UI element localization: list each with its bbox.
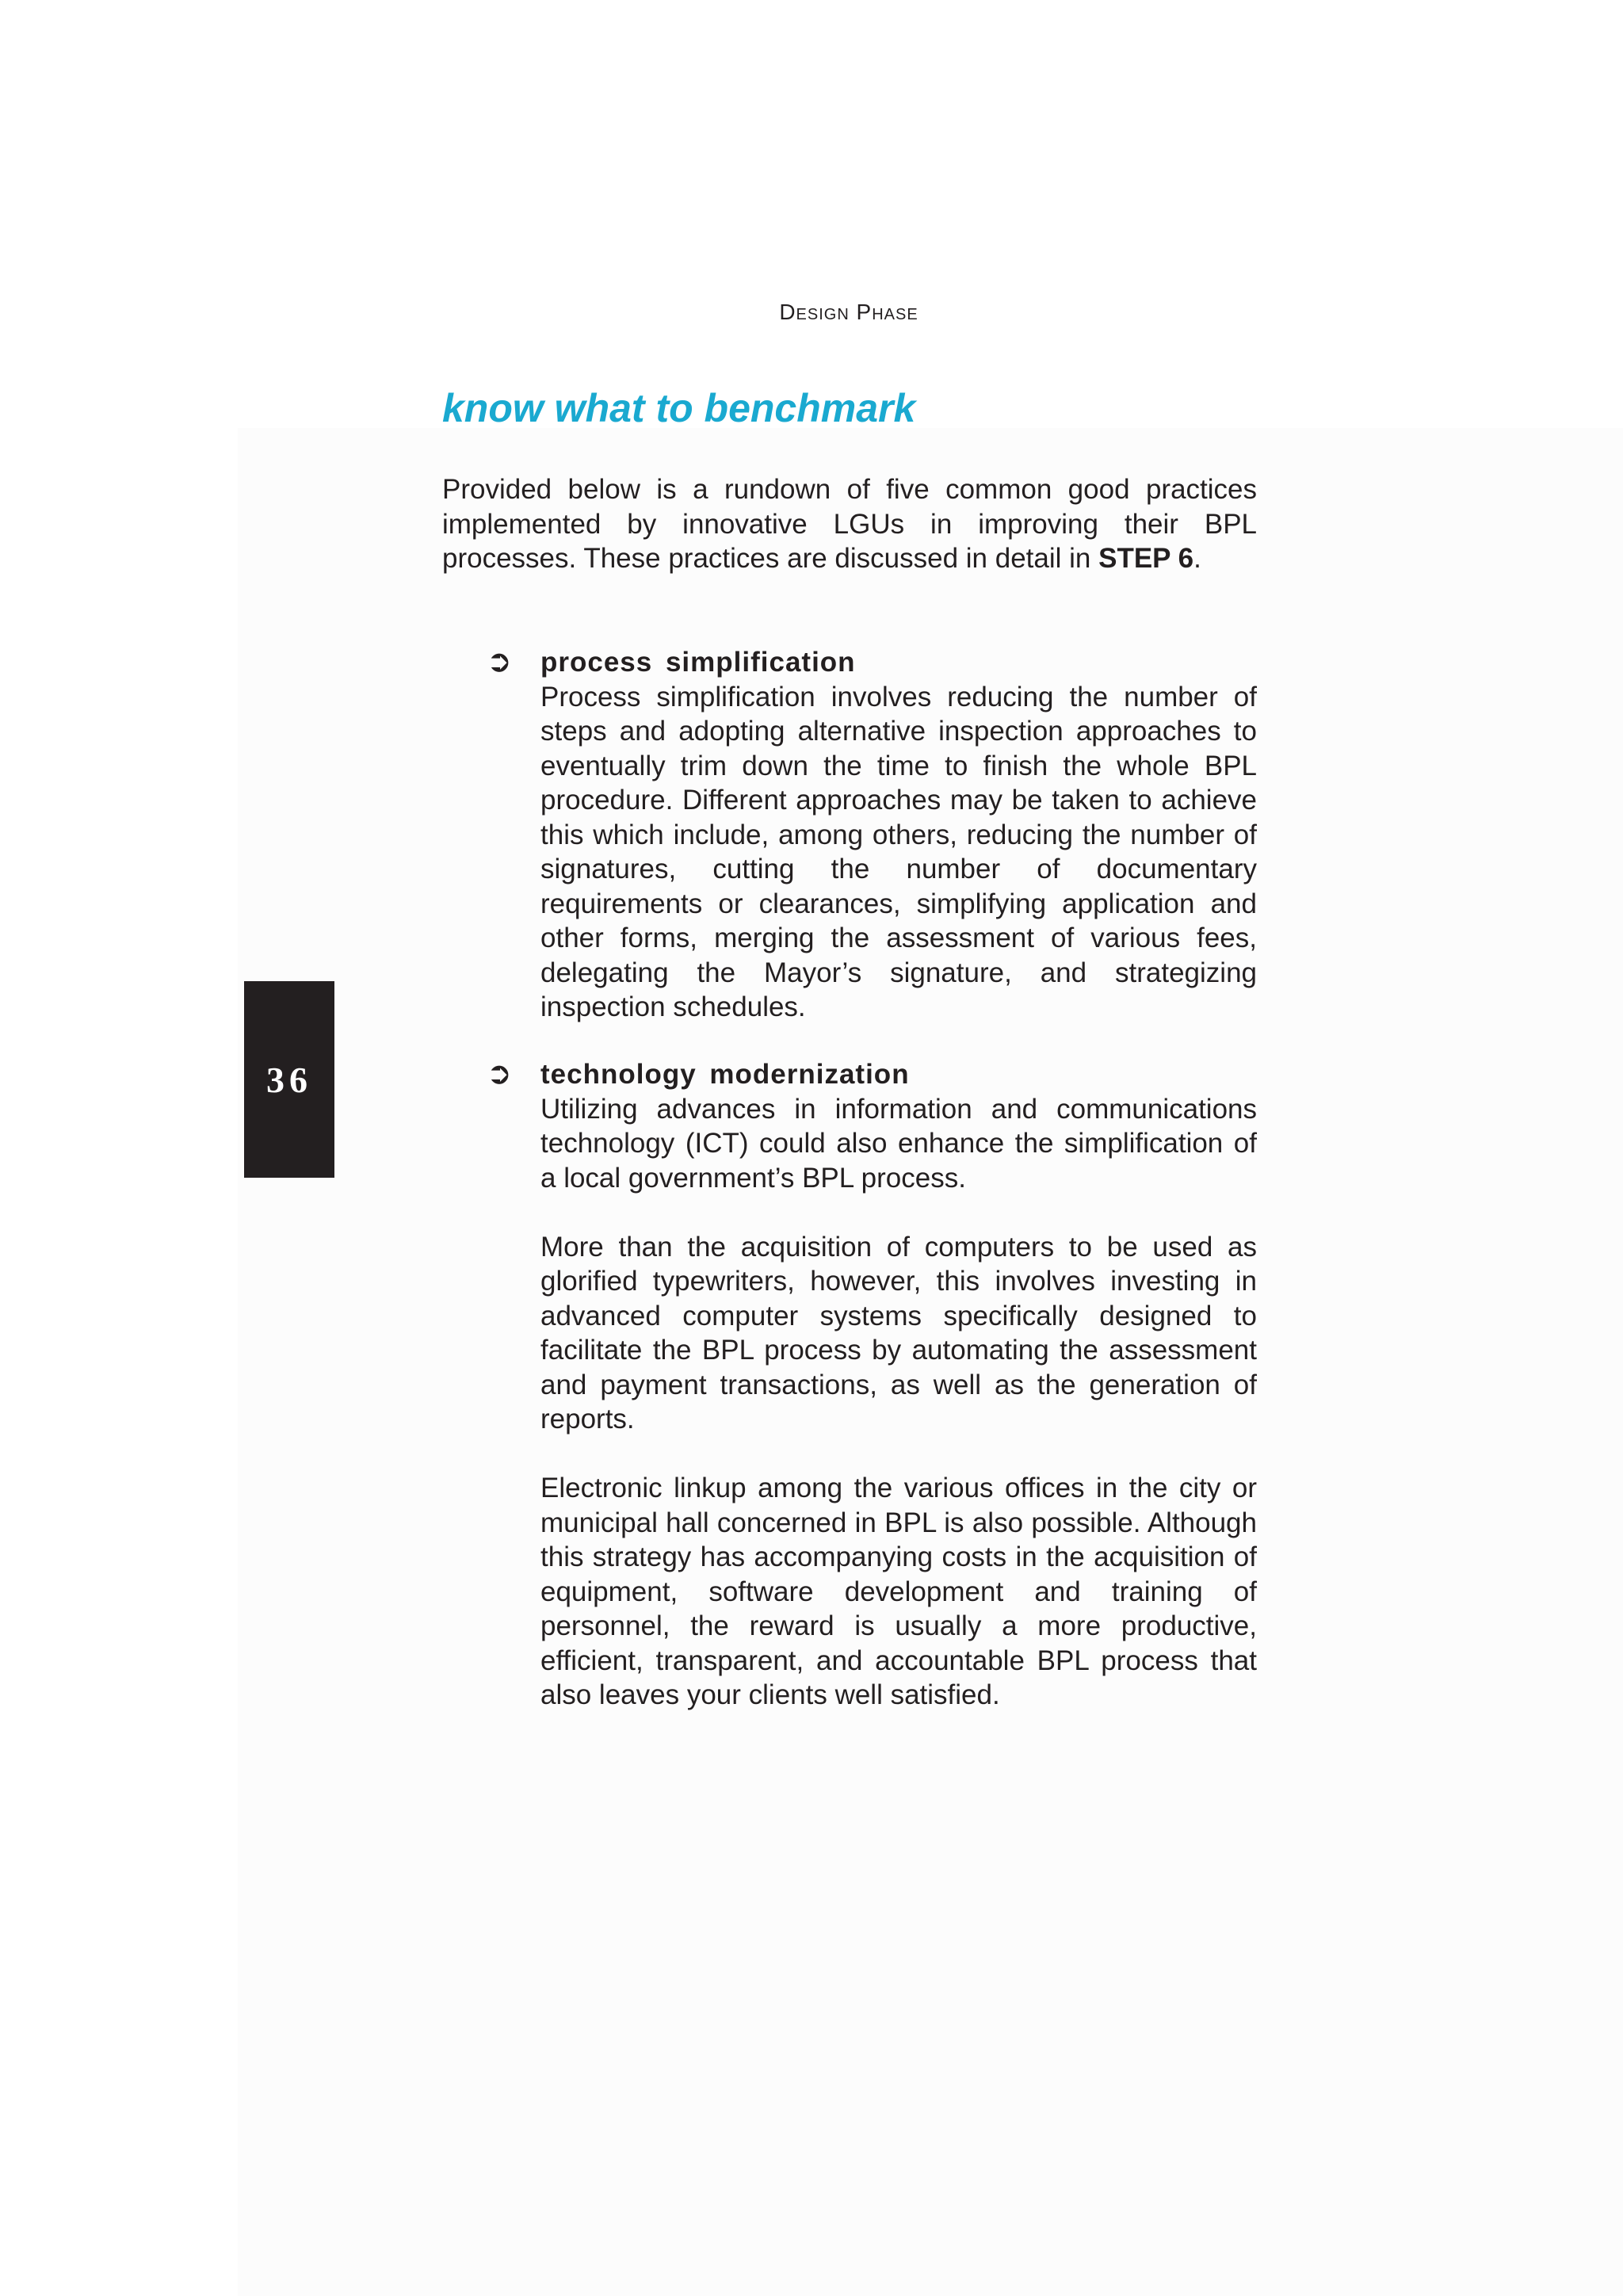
page-number: 36	[266, 1059, 312, 1100]
arrow-bullet-icon: ➲	[487, 1057, 512, 1091]
arrow-bullet-icon: ➲	[487, 645, 512, 678]
intro-text: Provided below is a rundown of five common good practices implemented by innovative LGUs in improving their BPL processes. These practices are discussed in detail in	[442, 474, 1257, 574]
page-number-tab	[244, 981, 334, 1178]
intro-end: .	[1193, 543, 1201, 574]
practice-paragraph: Process simplification involves reducing the number of steps and adopting alternative inspection approaches to eventually trim down the time to finish the whole BPL procedure. Different approaches may be taken to achieve this which include, among others, reducing the number of signatures, cutting the number of documentary requirements or clearances, simplifying application and other forms, merging the assessment of various fees, delegating the Mayor’s signature, and strategizing inspection schedules.	[540, 681, 1257, 1022]
practice-heading: process simplification	[540, 647, 856, 678]
intro-paragraph	[442, 472, 1257, 576]
running-header: Design Phase	[779, 300, 918, 324]
practice-paragraph: Utilizing advances in information and communications technology (ICT) could also enhance the simplification of a local government’s BPL process.	[540, 1093, 1257, 1194]
practice-process-simplification	[442, 645, 1257, 1025]
practice-heading: technology modernization	[540, 1059, 910, 1090]
section-title: know what to benchmark	[442, 386, 916, 430]
practice-paragraph: More than the acquisition of computers to be used as glorified typewriters, however, this involves investing in advanced computer systems specifically designed to facilitate the BPL process by automating the assessment and payment transactions, as well as the generation of reports.	[540, 1231, 1257, 1435]
step-reference: STEP 6	[1098, 543, 1194, 574]
practice-technology-modernization	[442, 1057, 1257, 1713]
practice-paragraph: Electronic linkup among the various offices in the city or municipal hall concerned in BPL is also possible. Although this strategy has accompanying costs in the acquisition of equipment, software development and training of personnel, the reward is usually a more productive, efficient, transparent, and accountable BPL process that also leaves your clients well satisfied.	[540, 1473, 1257, 1710]
